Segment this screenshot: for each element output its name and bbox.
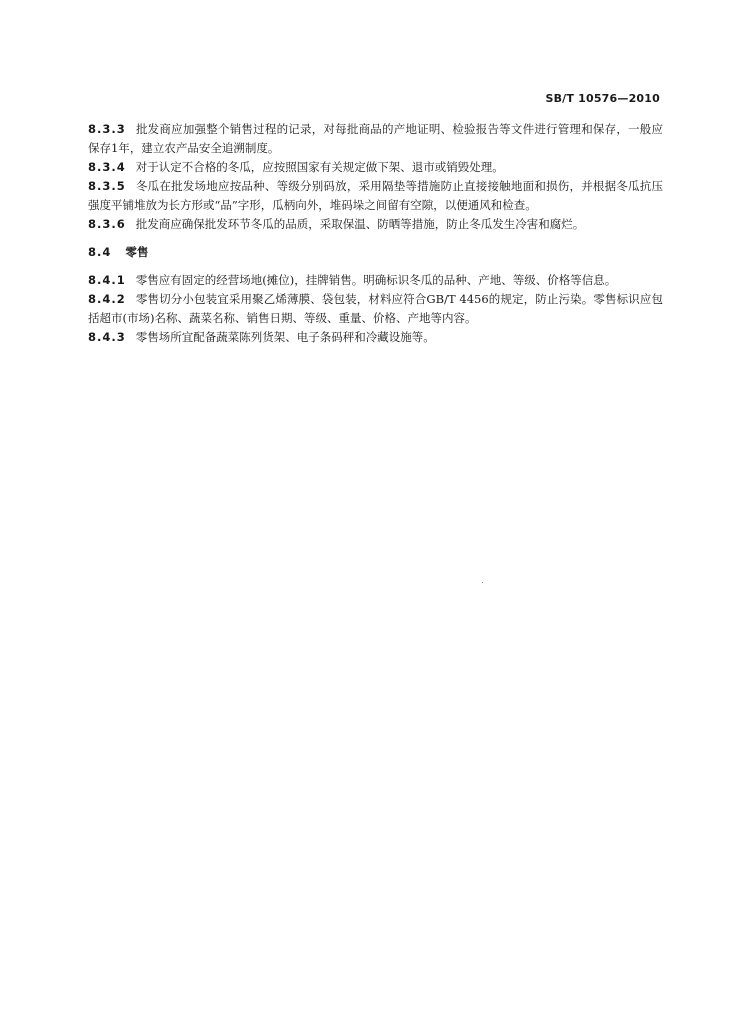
clause-8-3-3 [88,120,663,158]
clause-8-4-3 [88,328,663,347]
section-title: 零售 [125,245,149,259]
clause-number: 8.3.6 [88,217,126,231]
clause-8-3-4 [88,158,663,177]
clause-text: 批发商应确保批发环节冬瓜的品质，采取保温、防晒等措施，防止冬瓜发生冷害和腐烂。 [135,217,585,231]
clause-text: 批发商应加强整个销售过程的记录，对每批商品的产地证明、检验报告等文件进行管理和保存，一般应保存1年，建立农产品安全追溯制度。 [88,122,663,155]
clause-8-4-1 [88,271,663,290]
clause-8-4-2 [88,290,663,328]
section-heading-8-4 [88,243,663,262]
clause-text: 零售场所宜配备蔬菜陈列货架、电子条码秤和冷藏设施等。 [135,330,435,344]
scan-artifact [482,582,483,583]
clause-number: 8.4.1 [88,273,126,287]
clause-number: 8.3.4 [88,160,126,174]
standard-code: SB/T 10576—2010 [545,92,660,105]
clause-number: 8.4.2 [88,292,126,306]
clause-number: 8.4.3 [88,330,126,344]
clause-8-3-6 [88,215,663,234]
clause-number: 8.3.3 [88,122,126,136]
document-body [88,120,663,347]
section-number: 8.4 [88,245,112,259]
clause-text: 冬瓜在批发场地应按品种、等级分别码放，采用隔垫等措施防止直接接触地面和损伤，并根据冬瓜抗压强度平铺堆放为长方形或“品”字形，瓜柄向外，堆码垛之间留有空隙，以便通风和检查。 [88,179,663,212]
clause-number: 8.3.5 [88,179,126,193]
clause-text: 零售切分小包装宜采用聚乙烯薄膜、袋包装，材料应符合GB/T 4456的规定，防止污染。零售标识应包括超市(市场)名称、蔬菜名称、销售日期、等级、重量、价格、产地等内容。 [88,292,663,325]
clause-8-3-5 [88,177,663,215]
clause-text: 对于认定不合格的冬瓜，应按照国家有关规定做下架、退市或销毁处理。 [135,160,504,174]
clause-text: 零售应有固定的经营场地(摊位)，挂牌销售。明确标识冬瓜的品种、产地、等级、价格等信息。 [135,273,617,287]
